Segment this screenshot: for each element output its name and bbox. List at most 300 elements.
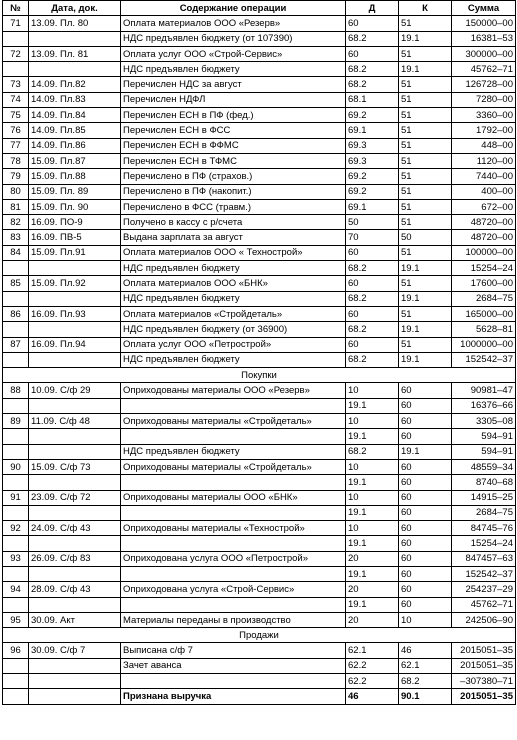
cell-date-doc: 14.09. Пл.85 [29,123,121,138]
cell-amount: 3360–00 [452,108,516,123]
cell-number: 92 [3,521,29,536]
cell-amount: 48720–00 [452,230,516,245]
cell-date-doc: 15.09. Пл.87 [29,153,121,168]
cell-date-doc: 10.09. С/ф 29 [29,383,121,398]
header-debit: Д [346,1,399,16]
table-row [3,261,516,276]
table-row [3,582,516,597]
table-body [3,16,516,704]
cell-credit: 51 [399,306,452,321]
cell-number: 86 [3,306,29,321]
cell-description [121,566,346,581]
cell-debit: 10 [346,490,399,505]
cell-credit: 19.1 [399,62,452,77]
cell-amount: 2684–75 [452,505,516,520]
cell-amount: 126728–00 [452,77,516,92]
table-row [3,31,516,46]
cell-debit: 60 [346,276,399,291]
cell-date-doc [29,398,121,413]
cell-amount: 2015051–35 [452,689,516,704]
cell-number: 89 [3,414,29,429]
cell-debit: 69.2 [346,184,399,199]
cell-description: Оплата материалов ООО «БНК» [121,276,346,291]
table-row [3,184,516,199]
cell-description: НДС предъявлен бюджету (от 107390) [121,31,346,46]
cell-amount: 254237–29 [452,582,516,597]
table-row [3,230,516,245]
cell-description [121,475,346,490]
cell-amount: 152542–37 [452,352,516,367]
cell-amount: 5628–81 [452,322,516,337]
cell-number [3,505,29,520]
table-row [3,566,516,581]
cell-date-doc [29,261,121,276]
cell-date-doc: 30.09. С/ф 7 [29,643,121,658]
cell-description: Оприходована услуга «Строй-Сервис» [121,582,346,597]
table-row [3,322,516,337]
cell-debit: 69.1 [346,123,399,138]
cell-date-doc: 23.09. С/ф 72 [29,490,121,505]
table-row [3,215,516,230]
cell-debit: 69.2 [346,108,399,123]
table-row [3,46,516,61]
cell-number: 90 [3,459,29,474]
cell-amount: 242506–90 [452,612,516,627]
cell-amount: 165000–00 [452,306,516,321]
cell-amount: 594–91 [452,429,516,444]
table-row [3,414,516,429]
cell-description: Оприходованы материалы ООО «Резерв» [121,383,346,398]
cell-credit: 60 [399,505,452,520]
cell-description: Перечислен НДС за август [121,77,346,92]
table-row [3,444,516,459]
cell-credit: 19.1 [399,444,452,459]
cell-description: Перечислено в ФСС (травм.) [121,199,346,214]
cell-debit: 20 [346,551,399,566]
cell-amount: 3305–08 [452,414,516,429]
cell-number: 95 [3,612,29,627]
cell-date-doc [29,322,121,337]
cell-number [3,31,29,46]
cell-description: Оприходована услуга ООО «Петрострой» [121,551,346,566]
table-row [3,199,516,214]
cell-credit: 50 [399,230,452,245]
cell-credit: 51 [399,92,452,107]
journal-table [2,0,516,705]
cell-debit: 19.1 [346,429,399,444]
section-title: Покупки [3,368,516,383]
cell-credit: 68.2 [399,674,452,689]
cell-description: НДС предъявлен бюджету [121,444,346,459]
cell-date-doc [29,62,121,77]
cell-description: Перечислено в ПФ (накопит.) [121,184,346,199]
cell-debit: 70 [346,230,399,245]
cell-amount: 45762–71 [452,597,516,612]
cell-description: Перечислен НДФЛ [121,92,346,107]
cell-number: 96 [3,643,29,658]
cell-date-doc: 15.09. Пл.91 [29,245,121,260]
cell-amount: –307380–71 [452,674,516,689]
cell-debit: 60 [346,245,399,260]
header-row [3,1,516,16]
cell-number: 73 [3,77,29,92]
table-row [3,352,516,367]
cell-description: Оприходованы материалы «Стройдеталь» [121,459,346,474]
cell-number: 79 [3,169,29,184]
cell-credit: 60 [399,582,452,597]
cell-amount: 300000–00 [452,46,516,61]
cell-credit: 60 [399,398,452,413]
cell-amount: 152542–37 [452,566,516,581]
cell-description: Материалы переданы в производство [121,612,346,627]
cell-number [3,398,29,413]
cell-amount: 7440–00 [452,169,516,184]
cell-credit: 90.1 [399,689,452,704]
cell-date-doc: 14.09. Пл.82 [29,77,121,92]
cell-amount: 594–91 [452,444,516,459]
cell-debit: 68.2 [346,261,399,276]
cell-amount: 1120–00 [452,153,516,168]
cell-amount: 1792–00 [452,123,516,138]
cell-number [3,566,29,581]
cell-debit: 19.1 [346,536,399,551]
table-row [3,108,516,123]
cell-date-doc: 15.09. С/ф 73 [29,459,121,474]
cell-number [3,62,29,77]
cell-description: Оплата услуг ООО «Строй-Сервис» [121,46,346,61]
cell-credit: 51 [399,199,452,214]
cell-debit: 69.3 [346,138,399,153]
cell-credit: 19.1 [399,291,452,306]
table-row [3,689,516,704]
cell-credit: 60 [399,521,452,536]
table-row [3,337,516,352]
table-row [3,169,516,184]
cell-number [3,429,29,444]
cell-description: Перечислено в ПФ (страхов.) [121,169,346,184]
cell-date-doc [29,444,121,459]
cell-debit: 10 [346,459,399,474]
cell-date-doc [29,291,121,306]
cell-amount: 8740–68 [452,475,516,490]
cell-number [3,689,29,704]
cell-credit: 10 [399,612,452,627]
cell-number [3,322,29,337]
cell-debit: 68.2 [346,322,399,337]
cell-number: 83 [3,230,29,245]
cell-description: Оплата материалов «Стройдеталь» [121,306,346,321]
cell-description: НДС предъявлен бюджету [121,62,346,77]
cell-date-doc [29,31,121,46]
cell-credit: 60 [399,597,452,612]
cell-amount: 15254–24 [452,261,516,276]
cell-debit: 69.2 [346,169,399,184]
cell-credit: 51 [399,108,452,123]
header-description: Содержание операции [121,1,346,16]
cell-amount: 150000–00 [452,16,516,31]
header-credit: К [399,1,452,16]
cell-credit: 46 [399,643,452,658]
table-row [3,521,516,536]
cell-description: НДС предъявлен бюджету [121,352,346,367]
cell-number: 85 [3,276,29,291]
cell-date-doc: 14.09. Пл.83 [29,92,121,107]
cell-credit: 51 [399,184,452,199]
cell-amount: 672–00 [452,199,516,214]
cell-amount: 14915–25 [452,490,516,505]
table-row [3,505,516,520]
cell-debit: 19.1 [346,398,399,413]
cell-date-doc [29,505,121,520]
cell-date-doc: 14.09. Пл.86 [29,138,121,153]
cell-amount: 400–00 [452,184,516,199]
cell-number: 78 [3,153,29,168]
cell-debit: 62.2 [346,674,399,689]
cell-amount: 16381–53 [452,31,516,46]
cell-date-doc [29,352,121,367]
cell-amount: 847457–63 [452,551,516,566]
table-row [3,459,516,474]
table-row [3,429,516,444]
cell-description: НДС предъявлен бюджету [121,261,346,276]
cell-credit: 60 [399,475,452,490]
cell-description: Оплата услуг ООО «Петрострой» [121,337,346,352]
table-row [3,245,516,260]
cell-amount: 48720–00 [452,215,516,230]
cell-description: Выписана с/ф 7 [121,643,346,658]
cell-credit: 62.1 [399,658,452,673]
cell-description [121,536,346,551]
cell-credit: 60 [399,459,452,474]
table-row [3,138,516,153]
cell-credit: 60 [399,551,452,566]
cell-credit: 51 [399,215,452,230]
cell-debit: 50 [346,215,399,230]
cell-debit: 60 [346,337,399,352]
header-amount: Сумма [452,1,516,16]
cell-date-doc [29,429,121,444]
cell-description: НДС предъявлен бюджету [121,291,346,306]
cell-debit: 68.2 [346,77,399,92]
cell-debit: 68.2 [346,291,399,306]
cell-debit: 68.1 [346,92,399,107]
cell-number: 80 [3,184,29,199]
cell-debit: 69.3 [346,153,399,168]
table-row [3,92,516,107]
cell-description: Оприходованы материалы «Технострой» [121,521,346,536]
header-number: № [3,1,29,16]
cell-credit: 51 [399,169,452,184]
cell-number [3,475,29,490]
cell-credit: 60 [399,536,452,551]
cell-credit: 60 [399,383,452,398]
cell-credit: 60 [399,429,452,444]
cell-date-doc: 11.09. С/ф 48 [29,414,121,429]
cell-number [3,444,29,459]
cell-number: 84 [3,245,29,260]
cell-debit: 68.2 [346,352,399,367]
cell-description: Перечислен ЕСН в ФФМС [121,138,346,153]
cell-number: 88 [3,383,29,398]
cell-debit: 19.1 [346,475,399,490]
cell-credit: 51 [399,123,452,138]
cell-description: Оплата материалов ООО «Резерв» [121,16,346,31]
cell-description [121,597,346,612]
cell-credit: 19.1 [399,31,452,46]
cell-number: 82 [3,215,29,230]
table-row [3,77,516,92]
cell-date-doc [29,536,121,551]
table-row [3,16,516,31]
cell-number: 75 [3,108,29,123]
cell-debit: 68.2 [346,62,399,77]
cell-debit: 19.1 [346,566,399,581]
cell-number [3,674,29,689]
cell-date-doc: 14.09. Пл.84 [29,108,121,123]
cell-date-doc: 15.09. Пл. 90 [29,199,121,214]
cell-amount: 1000000–00 [452,337,516,352]
cell-debit: 19.1 [346,597,399,612]
cell-amount: 2684–75 [452,291,516,306]
cell-date-doc: 24.09. С/ф 43 [29,521,121,536]
cell-description: Выдана зарплата за август [121,230,346,245]
cell-date-doc [29,689,121,704]
cell-amount: 7280–00 [452,92,516,107]
cell-description: Перечислен ЕСН в ПФ (фед.) [121,108,346,123]
cell-description: Признана выручка [121,689,346,704]
cell-description: Перечислен ЕСН в ФСС [121,123,346,138]
table-row [3,643,516,658]
cell-number: 76 [3,123,29,138]
table-row [3,490,516,505]
cell-description [121,505,346,520]
table-row [3,536,516,551]
cell-description: Оприходованы материалы ООО «БНК» [121,490,346,505]
cell-amount: 2015051–35 [452,658,516,673]
cell-date-doc [29,674,121,689]
cell-debit: 10 [346,414,399,429]
cell-description: Перечислен ЕСН в ТФМС [121,153,346,168]
cell-amount: 100000–00 [452,245,516,260]
section-row [3,628,516,643]
cell-credit: 60 [399,414,452,429]
cell-debit: 69.1 [346,199,399,214]
cell-date-doc: 16.09. Пл.93 [29,306,121,321]
cell-description [121,429,346,444]
cell-number [3,261,29,276]
cell-description [121,398,346,413]
cell-number [3,536,29,551]
table-row [3,658,516,673]
table-row [3,291,516,306]
cell-debit: 60 [346,46,399,61]
section-row [3,368,516,383]
cell-debit: 60 [346,306,399,321]
cell-debit: 20 [346,582,399,597]
cell-date-doc: 15.09. Пл.92 [29,276,121,291]
cell-description: Оприходованы материалы «Стройдеталь» [121,414,346,429]
cell-number [3,352,29,367]
table-row [3,398,516,413]
cell-credit: 51 [399,337,452,352]
cell-debit: 62.2 [346,658,399,673]
cell-number: 71 [3,16,29,31]
cell-debit: 62.1 [346,643,399,658]
cell-amount: 90981–47 [452,383,516,398]
cell-number [3,658,29,673]
cell-number: 93 [3,551,29,566]
cell-credit: 19.1 [399,352,452,367]
cell-credit: 60 [399,490,452,505]
cell-number [3,597,29,612]
cell-date-doc: 13.09. Пл. 81 [29,46,121,61]
cell-debit: 68.2 [346,31,399,46]
cell-amount: 15254–24 [452,536,516,551]
cell-credit: 51 [399,77,452,92]
cell-description: Получено в кассу с р/счета [121,215,346,230]
cell-debit: 19.1 [346,505,399,520]
cell-credit: 51 [399,245,452,260]
cell-date-doc: 15.09. Пл.88 [29,169,121,184]
cell-date-doc: 30.09. Акт [29,612,121,627]
table-row [3,123,516,138]
cell-credit: 51 [399,46,452,61]
cell-date-doc: 15.09. Пл. 89 [29,184,121,199]
cell-number: 81 [3,199,29,214]
cell-description [121,674,346,689]
cell-date-doc [29,658,121,673]
cell-credit: 60 [399,566,452,581]
cell-debit: 60 [346,16,399,31]
cell-description: Оплата материалов ООО « Технострой» [121,245,346,260]
cell-credit: 51 [399,276,452,291]
cell-date-doc [29,475,121,490]
cell-number: 94 [3,582,29,597]
cell-debit: 20 [346,612,399,627]
table-row [3,674,516,689]
cell-date-doc [29,597,121,612]
section-title: Продажи [3,628,516,643]
table-row [3,153,516,168]
cell-number: 72 [3,46,29,61]
cell-debit: 10 [346,383,399,398]
table-row [3,62,516,77]
cell-credit: 51 [399,153,452,168]
cell-amount: 16376–66 [452,398,516,413]
cell-number [3,291,29,306]
cell-number: 87 [3,337,29,352]
table-row [3,475,516,490]
cell-number: 74 [3,92,29,107]
table-row [3,276,516,291]
cell-amount: 45762–71 [452,62,516,77]
cell-debit: 68.2 [346,444,399,459]
cell-credit: 19.1 [399,261,452,276]
cell-description: НДС предъявлен бюджету (от 36900) [121,322,346,337]
cell-amount: 17600–00 [452,276,516,291]
cell-date-doc: 13.09. Пл. 80 [29,16,121,31]
table-row [3,306,516,321]
cell-amount: 48559–34 [452,459,516,474]
cell-amount: 84745–76 [452,521,516,536]
cell-description: Зачет аванса [121,658,346,673]
cell-credit: 51 [399,138,452,153]
cell-date-doc [29,566,121,581]
cell-credit: 51 [399,16,452,31]
cell-number: 77 [3,138,29,153]
cell-number: 91 [3,490,29,505]
cell-amount: 2015051–35 [452,643,516,658]
